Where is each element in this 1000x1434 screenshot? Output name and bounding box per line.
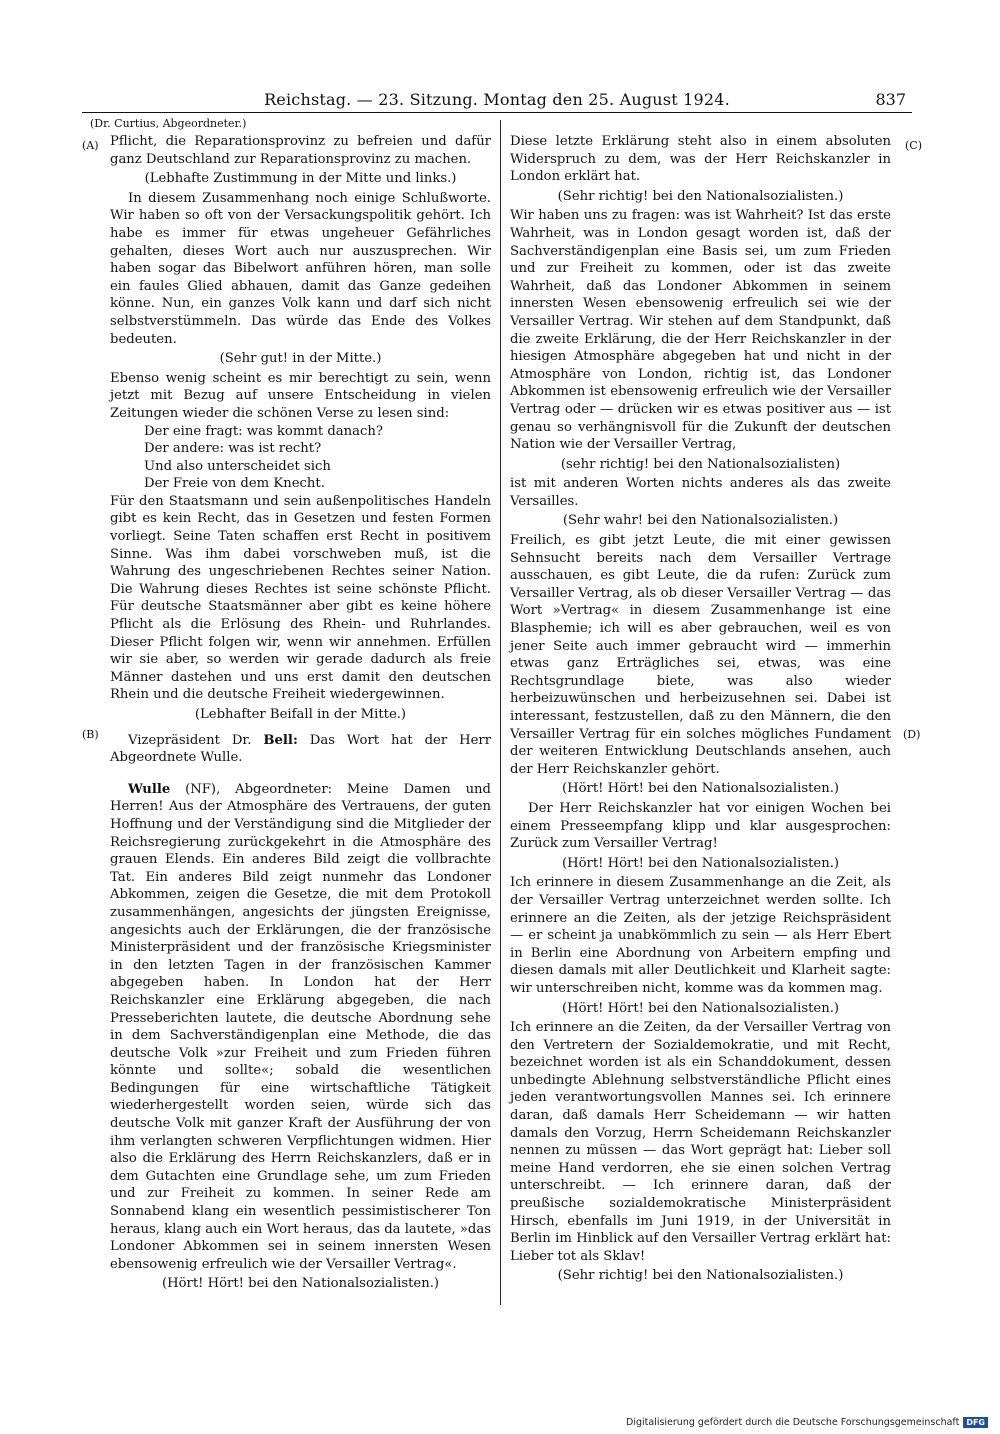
- footer-text: Digitalisierung gefördert durch die Deutsche Forschungsgemeinschaft: [626, 1417, 960, 1428]
- verse-line: Der andere: was ist recht?: [144, 441, 322, 457]
- paragraph: Freilich, es gibt jetzt Leute, die mit einer gewissen Sehnsucht bereits nach dem Versailler Vertrage ausschauen, es gibt Leute, die da rufen: Zurück zum Versailler Vertrag, als ob dieser Versailler Vertrag — das Wort »Vertrag« in diesem Zusammenhange ist eine Blasphemie; ich will es aber gebrauchen, weil es von jener Seite auch immer gebraucht wird — immerhin etwas ganz Erträgliches sei, etwas, was eine Rechtsgrundlage biete, was also wieder herbeizuwünschen und herbeizusehnen sei. Dabei ist interessant, festzustellen, daß zu den Männern, die den Versailler Vertrag für ein solches mögliches Fundament der weiteren Entwicklung Deutschlands ansehen, auch der Herr Reichskanzler gehört.: [510, 533, 891, 777]
- verse-line: Der eine fragt: was kommt danach?: [144, 423, 383, 439]
- interjection: (Hört! Hört! bei den Nationalsozialisten.): [561, 781, 840, 797]
- interjection: (Lebhafte Zustimmung in der Mitte und links.): [144, 171, 457, 187]
- vp-text: Das Wort hat der Herr Abgeordnete Wulle.: [110, 732, 491, 766]
- paragraph: Diese letzte Erklärung steht also in einem absoluten Widerspruch zu dem, was der Herr Reichskanzler in London erklärt hat.: [510, 134, 891, 185]
- interjection: (sehr richtig! bei den Nationalsozialisten): [560, 456, 841, 472]
- paragraph: Der Herr Reichskanzler hat vor einigen Wochen bei einem Presseempfang klipp und klar ausgesprochen: Zurück zum Versailler Vertrag!: [510, 800, 891, 852]
- vp-prefix: Vizepräsident Dr.: [128, 732, 252, 748]
- interjection: (Sehr richtig! bei den Nationalsozialisten.): [557, 1268, 844, 1284]
- dfg-logo: DFG: [963, 1417, 988, 1428]
- margin-mark-a: (A): [82, 139, 99, 152]
- paragraph: Ich erinnere in diesem Zusammenhange an die Zeit, als der Versailler Vertrag unterzeichnet werden sollte. Ich erinnere an die Zeiten, als der jetzige Reichspräsident — er scheint ja unabkömmlich zu sein — als Herr Ebert in Berlin eine Abordnung von Arbeitern empfing und diesen damals mit aller Deutlichkeit und Klarheit sagte: wir unterschreiben nicht, komme was da kommen mag.: [510, 875, 891, 996]
- margin-mark-b: (B): [82, 728, 99, 741]
- paragraph: Ebenso wenig scheint es mir berechtigt zu sein, wenn jetzt mit Bezug auf unsere Entscheidung in vielen Zeitungen wieder die schönen Verse zu lesen sind:: [110, 370, 491, 421]
- margin-mark-c: (C): [905, 139, 922, 152]
- right-column: [510, 133, 891, 1287]
- column-divider: [500, 120, 501, 1305]
- vp-name: Bell:: [263, 732, 298, 748]
- page-number: 837: [875, 90, 906, 109]
- paragraph: Ich erinnere an die Zeiten, da der Versailler Vertrag von den Vertretern der Sozialdemokratie, und mit Recht, bezeichnet worden ist als ein Schanddokument, dessen unbedingte Ablehnung selbstverständliche Pflicht eines jeden verantwortungsvollen Mannes sei. Ich erinnere daran, daß damals Herr Scheidemann — wir hatten damals den Vorzug, Herrn Scheidemann Reichskanzler nennen zu müssen — das Wort geprägt hat: Lieber soll meine Hand verdorren, ehe sie einen solchen Vertrag unterschreibt. — Ich erinnere daran, daß der preußische sozialdemokratische Ministerpräsident Hirsch, ebenfalls im Juni 1919, in der Universität in Berlin im Hinblick auf den Versailler Vertrag erklärt hat: Lieber tot als Sklav!: [510, 1020, 891, 1264]
- verse-line: Der Freie von dem Knecht.: [144, 476, 325, 492]
- paragraph: In diesem Zusammenhang noch einige Schlußworte. Wir haben so oft von der Versackungspolitik gehört. Ich habe es immer für etwas ungeheuer Gefährliches gehalten, dieses Wort auch nur auszusprechen. Wir haben sogar das Bibelwort anführen hören, man solle ein faules Glied abhauen, damit das Ganze gedeihen könne. Nun, ein ganzes Volk kann und darf sich nicht selbstverstümmeln. Das würde das Ende des Volkes bedeuten.: [110, 190, 491, 347]
- speech-text: (NF), Abgeordneter: Meine Damen und Herren! Aus der Atmosphäre des Vertrauens, der guten Hoffnung und der Verständigung sind die Mitglieder der Reichsregierung zurückgekehrt in die Atmosphäre des grauen Elends. Ein anderes Bild zeigt die vollbrachte Tat. Ein anderes Bild zeigt nunmehr das Londoner Abkommen, zeigen die Gesetze, die mit dem Protokoll zusammenhängen, angesichts der jüngsten Ereignisse, angesichts auch der Erklärungen, die der französische Ministerpräsident und der französische Kriegsminister in den letzten Tagen in der französischen Kammer abgegeben haben. In London hat der Herr Reichskanzler eine Erklärung abgegeben, die nach Presseberichten lautete, die deutsche Abordnung sehe in dem Sachverständigenplan eine Methode, die das deutsche Volk »zur Freiheit und zum Frieden führen könnte und sollte«; sobald die wesentlichen Bedingungen für eine wirtschaftliche Tätigkeit wiederhergestellt worden seien, würde sich das deutsche Volk mit ganzer Kraft der Ausführung der von ihm verlangten schweren Verpflichtungen widmen. Hier also die Erklärung des Herrn Reichskanzlers, daß er in dem Gutachten eine Grundlage sehe, um zum Frieden und zur Freiheit zu kommen. In seiner Rede am Sonnabend klang ein wesentlich pessimistischerer Ton heraus, klang auch ein Wort heraus, das da lautete, »das Londoner Abkommen sei in seinem innersten Wesen ebensowenig erfreulich wie der Versailler Vertrag«.: [110, 781, 492, 1272]
- margin-mark-d: (D): [903, 728, 921, 741]
- paragraph: Wir haben uns zu fragen: was ist Wahrheit? Ist das erste Wahrheit, was in London gesagt worden ist, daß der Sachverständigenplan eine Basis sei, um zum Frieden und zur Freiheit zu kommen, oder ist das zweite Wahrheit, daß das Londoner Abkommen in seinem innersten Wesen ebensowenig erfreulich sei wie der Versailler Vertrag. Wir stehen auf dem Standpunkt, daß die zweite Erklärung, die der Herr Reichskanzler in der hiesigen Atmosphäre abgegeben hat und nicht in der Atmosphäre von London, richtig ist, das Londoner Abkommen ist ebensowenig erfreulich wie der Versailler Vertrag oder — drücken wir es etwas positiver aus — ist genau so verhängnisvoll für die Zukunft der deutschen Nation wie der Versailler Vertrag,: [510, 208, 891, 453]
- paragraph: Für den Staatsmann und sein außenpolitisches Handeln gibt es kein Recht, das in Gesetzen und festen Formen vorliegt. Seine Taten schaffen erst Recht in positivem Sinne. Was ihm dabei vorschweben muß, ist die Wahrung des ungeschriebenen Rechtes seiner Nation. Die Wahrung dieses Rechtes ist seine schönste Pflicht. Für deutsche Staatsmänner aber gibt es keine höhere Pflicht als die Erlösung des Rhein- und Ruhrlandes. Dieser Pflicht folgen wir, wenn wir annehmen. Erfüllen wir sie aber, so werden wir gerade dadurch als freie Männer dastehen und uns erst damit den deutschen Rhein und die deutsche Freiheit wiedergewinnen.: [110, 493, 491, 703]
- interjection: (Hört! Hört! bei den Nationalsozialisten.): [561, 1000, 840, 1016]
- paragraph: ist mit anderen Worten nichts anderes als das zweite Versailles.: [510, 476, 891, 509]
- interjection: (Sehr wahr! bei den Nationalsozialisten.): [562, 513, 839, 529]
- speech-paragraph: [110, 781, 491, 1274]
- speaker-tag: (Dr. Curtius, Abgeordneter.): [90, 117, 247, 130]
- footer: [626, 1417, 988, 1428]
- vice-president-statement: [110, 732, 491, 767]
- interjection: (Lebhafter Beifall in der Mitte.): [194, 707, 407, 722]
- left-column: [110, 133, 491, 1295]
- page-header: [82, 90, 912, 113]
- interjection: (Hört! Hört! bei den Nationalsozialisten.): [161, 1276, 440, 1292]
- verse-line: Und also unterscheidet sich: [144, 458, 331, 474]
- interjection: (Sehr richtig! bei den Nationalsozialisten.): [557, 188, 844, 204]
- speaker-name: Wulle: [128, 781, 171, 797]
- interjection: (Hört! Hört! bei den Nationalsozialisten.): [561, 855, 840, 871]
- interjection: (Sehr gut! in der Mitte.): [219, 351, 382, 367]
- page-header-title: Reichstag. — 23. Sitzung. Montag den 25. August 1924.: [264, 90, 730, 109]
- paragraph: Pflicht, die Reparationsprovinz zu befreien und dafür ganz Deutschland zur Reparationsprovinz zu machen.: [110, 134, 491, 167]
